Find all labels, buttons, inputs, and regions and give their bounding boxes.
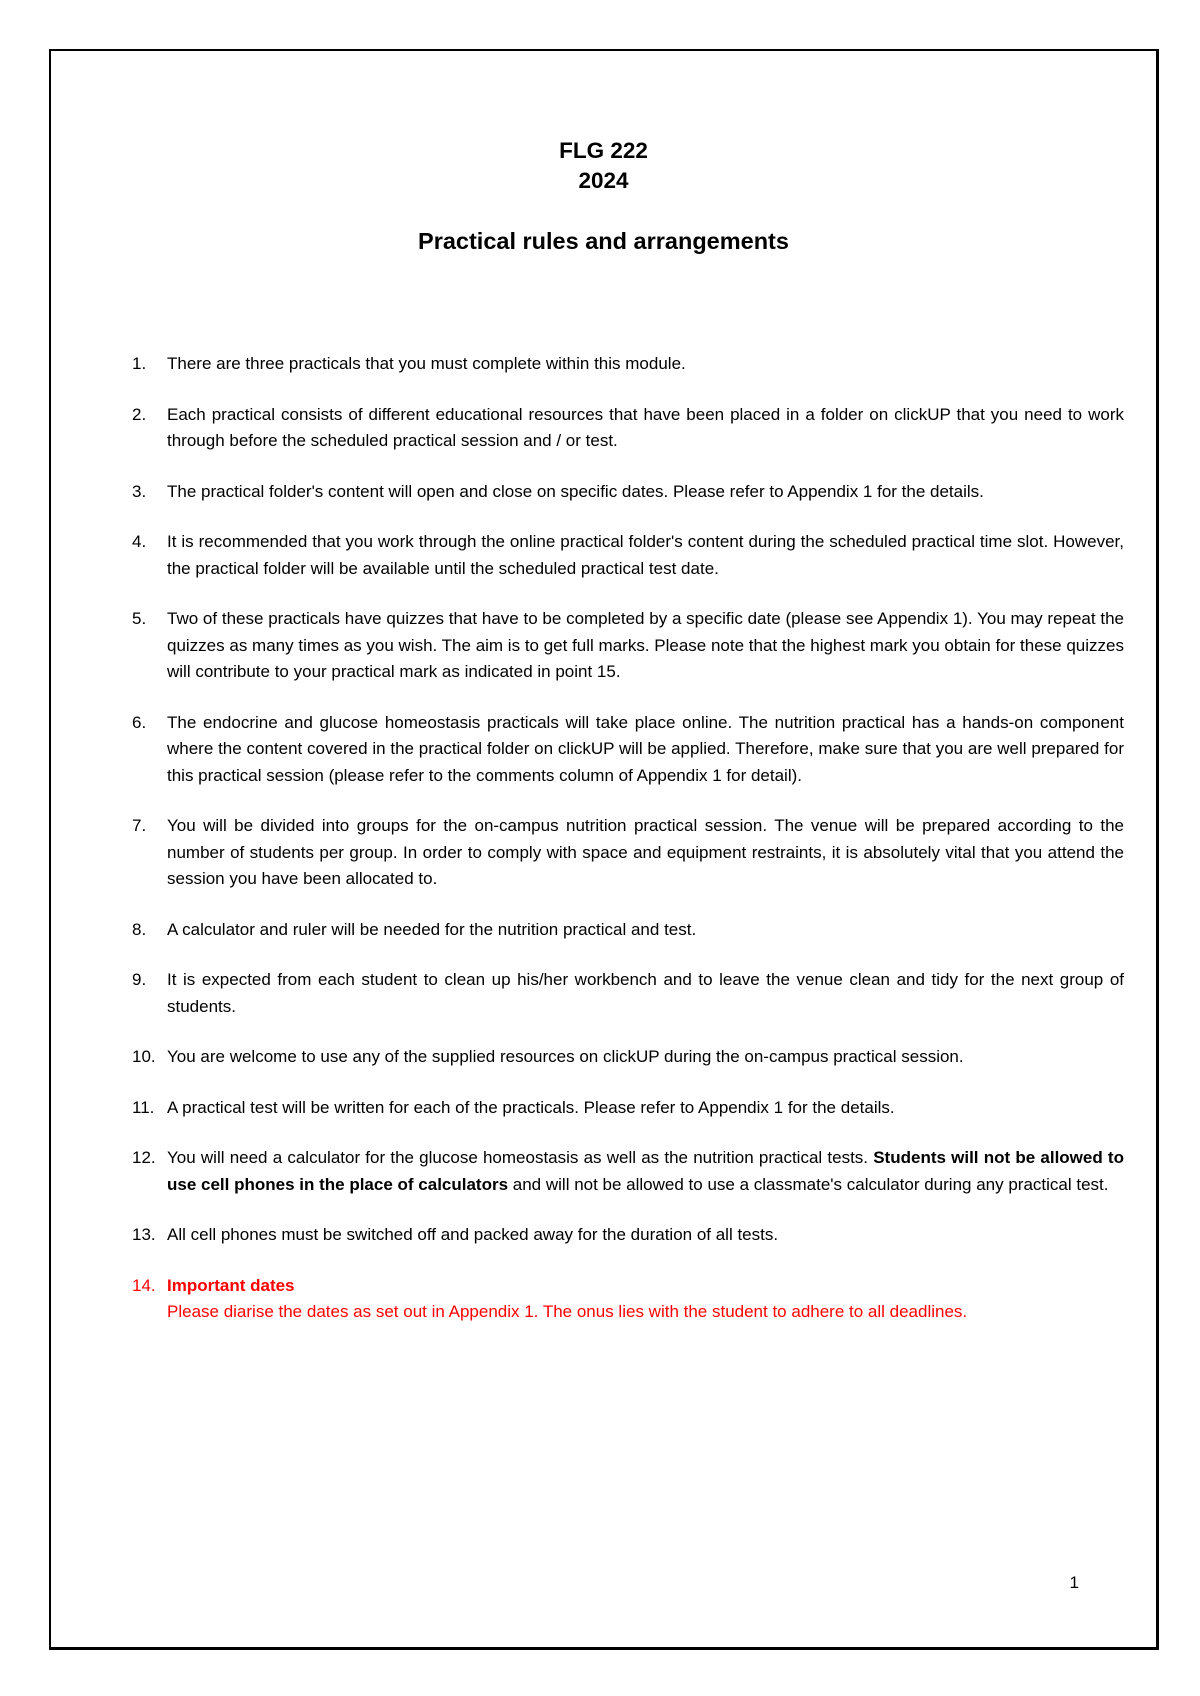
list-item — [132, 606, 1124, 686]
item-number: 5. — [132, 609, 147, 628]
course-code: FLG 222 — [559, 138, 648, 163]
item-text: All cell phones must be switched off and packed away for the duration of all tests. — [167, 1225, 779, 1244]
important-dates-heading: Important dates — [167, 1275, 295, 1295]
item-number: 7. — [132, 816, 147, 835]
item-text: You are welcome to use any of the supplied resources on clickUP during the on-campus practical session. — [167, 1047, 964, 1066]
title-block — [51, 136, 1156, 256]
item-text-bold: Students will not be allowed to use cell phones in the place of calculators — [167, 1148, 1124, 1194]
item-text: It is expected from each student to clean up his/her workbench and to leave the venue clean and tidy for the next group of students. — [167, 970, 1124, 1016]
item-text-before: You will need a calculator for the glucose homeostasis as well as the nutrition practical tests. — [167, 1148, 874, 1167]
page-number: 1 — [1069, 1573, 1079, 1592]
rules-list — [132, 351, 1124, 1350]
item-text: Two of these practicals have quizzes that have to be completed by a specific date (please see Appendix 1). You may repeat the quizzes as many times as you wish. The aim is to get full marks. Please note that the highest mark you obtain for these quizzes will contribute to your practical mark as indicated in point 15. — [167, 609, 1124, 681]
list-item — [132, 351, 1124, 378]
item-number: 9. — [132, 970, 147, 989]
page-title: Practical rules and arrangements — [418, 228, 789, 254]
list-item — [132, 710, 1124, 790]
page-frame — [49, 49, 1159, 1650]
item-text-after: and will not be allowed to use a classmate's calculator during any practical test. — [508, 1174, 1109, 1194]
item-text: A practical test will be written for each of the practicals. Please refer to Appendix 1 for the details. — [167, 1097, 895, 1117]
item-text: It is recommended that you work through the online practical folder's content during the scheduled practical time slot. However, the practical folder will be available until the scheduled practical test date. — [167, 532, 1124, 578]
list-item — [132, 1145, 1124, 1198]
item-text: Each practical consists of different educational resources that have been placed in a folder on clickUP that you need to work through before the scheduled practical session and / or test. — [167, 404, 1124, 450]
item-text: You will be divided into groups for the on-campus nutrition practical session. The venue will be prepared according to the number of students per group. In order to comply with space and equipment restraints, it is absolutely vital that you attend the session you have been allocated to. — [167, 816, 1124, 888]
item-number: 14. — [132, 1275, 156, 1295]
list-item — [132, 1095, 1124, 1122]
list-item — [132, 479, 1124, 506]
item-number: 12. — [132, 1148, 156, 1167]
item-number: 3. — [132, 481, 147, 501]
item-number: 4. — [132, 532, 147, 551]
item-number: 8. — [132, 919, 147, 939]
list-item — [132, 967, 1124, 1020]
list-item-important — [132, 1273, 1124, 1326]
list-item — [132, 813, 1124, 893]
item-number: 10. — [132, 1047, 156, 1066]
item-text: The endocrine and glucose homeostasis practicals will take place online. The nutrition practical has a hands-on component where the content covered in the practical folder on clickUP will be applied. Therefore, make sure that you are well prepared for this practical session (please refer to the comments column of Appendix 1 for detail). — [167, 712, 1124, 785]
list-item — [132, 917, 1124, 944]
list-item — [132, 1222, 1124, 1249]
item-text: There are three practicals that you must complete within this module. — [167, 354, 686, 373]
item-number: 1. — [132, 354, 147, 373]
item-number: 6. — [132, 712, 147, 732]
item-text: Please diarise the dates as set out in Appendix 1. The onus lies with the student to adhere to all deadlines. — [167, 1302, 968, 1321]
item-text: A calculator and ruler will be needed for the nutrition practical and test. — [167, 919, 697, 939]
item-number: 13. — [132, 1225, 156, 1244]
item-text: The practical folder's content will open and close on specific dates. Please refer to Appendix 1 for the details. — [167, 481, 984, 501]
list-item — [132, 402, 1124, 455]
course-year: 2024 — [578, 168, 629, 193]
list-item — [132, 529, 1124, 582]
list-item — [132, 1044, 1124, 1071]
item-number: 11. — [132, 1097, 155, 1117]
item-number: 2. — [132, 404, 147, 424]
